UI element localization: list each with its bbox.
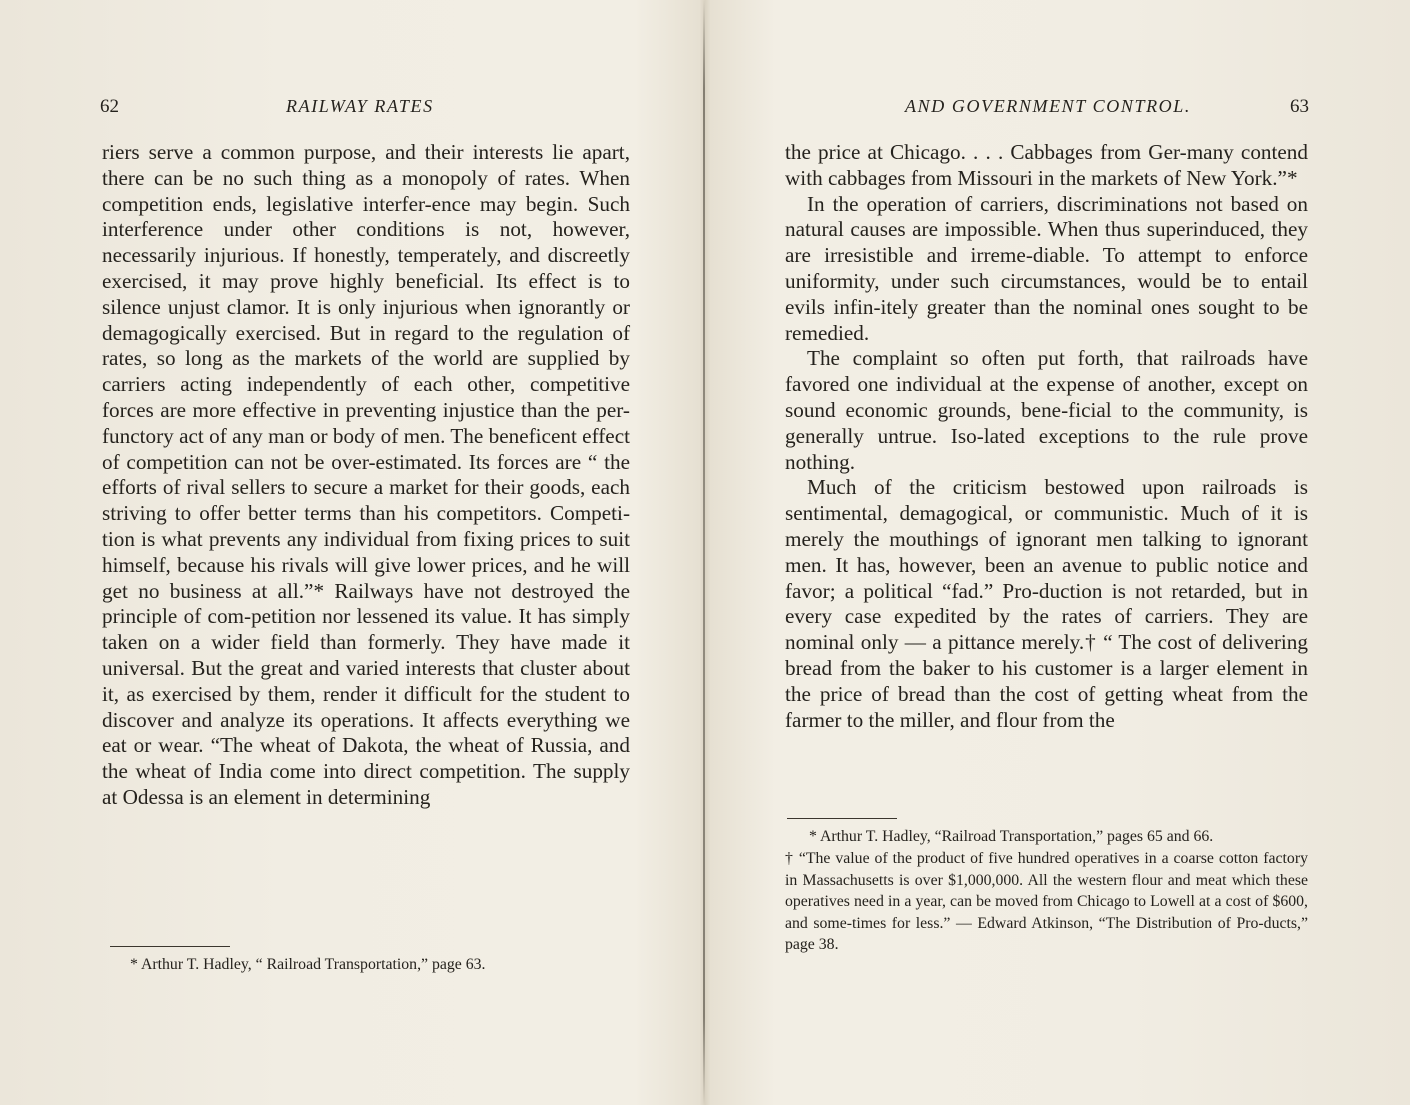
right-paragraph-discriminations: In the operation of carriers, discriminations not based on natural causes are impossible. When thus superinduced, they are irresistible and irreme-diable. To attempt to enforce uniformity, under such circumstances, would be to entail evils infin-itely greater than the nominal ones sought to be remedied. <box>785 191 1308 345</box>
left-page <box>0 0 703 1105</box>
right-footnotes <box>785 826 1308 955</box>
right-running-head <box>785 96 1309 122</box>
right-paragraph-criticism: Much of the criticism bestowed upon railroads is sentimental, demagogical, or communistic. Much of it is merely the mouthings of ignorant men talking to ignorant men. It has, however, been an avenue to public notice and favor; a political “fad.” Pro-duction is not retarded, but in every case expedited by the rates of carriers. They are nominal only — a pittance merely.† “ The cost of delivering bread from the baker to his customer is a larger element in the price of bread than the cost of getting wheat from the farmer to the miller, and flour from the <box>785 475 1308 732</box>
right-page-number: 63 <box>1290 96 1309 117</box>
left-body-paragraph: riers serve a common purpose, and their interests lie apart, there can be no such thing as a monopoly of rates. When competition ends, legislative interfer-ence may begin. Such interference under other conditions is not, however, necessarily injurious. If honestly, temperately, and discreetly exercised, it may prove highly beneficial. Its effect is to silence unjust clamor. It is only injurious when ignorantly or demagogically exercised. But in regard to the regulation of rates, so long as the markets of the world are supplied by carriers acting independently of each other, competitive forces are more effective in preventing injustice than the per-functory act of any man or body of men. The beneficent effect of competition can not be over-estimated. Its forces are “ the efforts of rival sellers to secure a market for their goods, each striving to offer better terms than his competitors. Competi-tion is what prevents any individual from fixing prices to suit himself, because his rivals will give lower prices, and he will get no business at all.”* Railways have not destroyed the principle of com-petition nor lessened its value. It has simply taken on a wider field than formerly. They have made it universal. But the great and varied interests that cluster about it, as exercised by them, render it difficult for the student to discover and analyze its operations. It affects everything we eat or wear. “The wheat of Dakota, the wheat of Russia, and the wheat of India come into direct competition. The supply at Odessa is an element in determining <box>102 140 630 809</box>
left-running-title: RAILWAY RATES <box>286 96 434 116</box>
right-footnote-hadley: * Arthur T. Hadley, “Railroad Transportation,” pages 65 and 66. <box>809 828 1214 845</box>
left-page-number: 62 <box>100 96 119 117</box>
right-footnote-atkinson: † “The value of the product of five hundred operatives in a coarse cotton factory in Massachusetts is over $1,000,000. All the western flour and meat which these operatives need in a year, can be moved from Chicago to Lowell at a cost of $600, and some-times for less.” — Edward Atkinson, “The Distribution of Pro-ducts,” page 38. <box>785 850 1308 954</box>
left-footnote-rule <box>110 946 230 947</box>
left-running-head <box>100 96 630 122</box>
left-footnotes <box>130 954 600 975</box>
right-paragraph-continuation: the price at Chicago. . . . Cabbages from Ger-many contend with cabbages from Missouri in the markets of New York.”* <box>785 140 1308 190</box>
right-page <box>705 0 1410 1105</box>
left-footnote: * Arthur T. Hadley, “ Railroad Transportation,” page 63. <box>130 956 486 973</box>
right-body-text <box>785 140 1308 733</box>
right-running-title: AND GOVERNMENT CONTROL. <box>905 96 1191 116</box>
left-body-text <box>102 140 630 811</box>
right-footnote-rule <box>787 818 897 819</box>
right-paragraph-complaint: The complaint so often put forth, that railroads have favored one individual at the expense of another, except on sound economic grounds, bene-ficial to the community, is generally untrue. Iso-lated exceptions to the rule prove nothing. <box>785 346 1308 474</box>
